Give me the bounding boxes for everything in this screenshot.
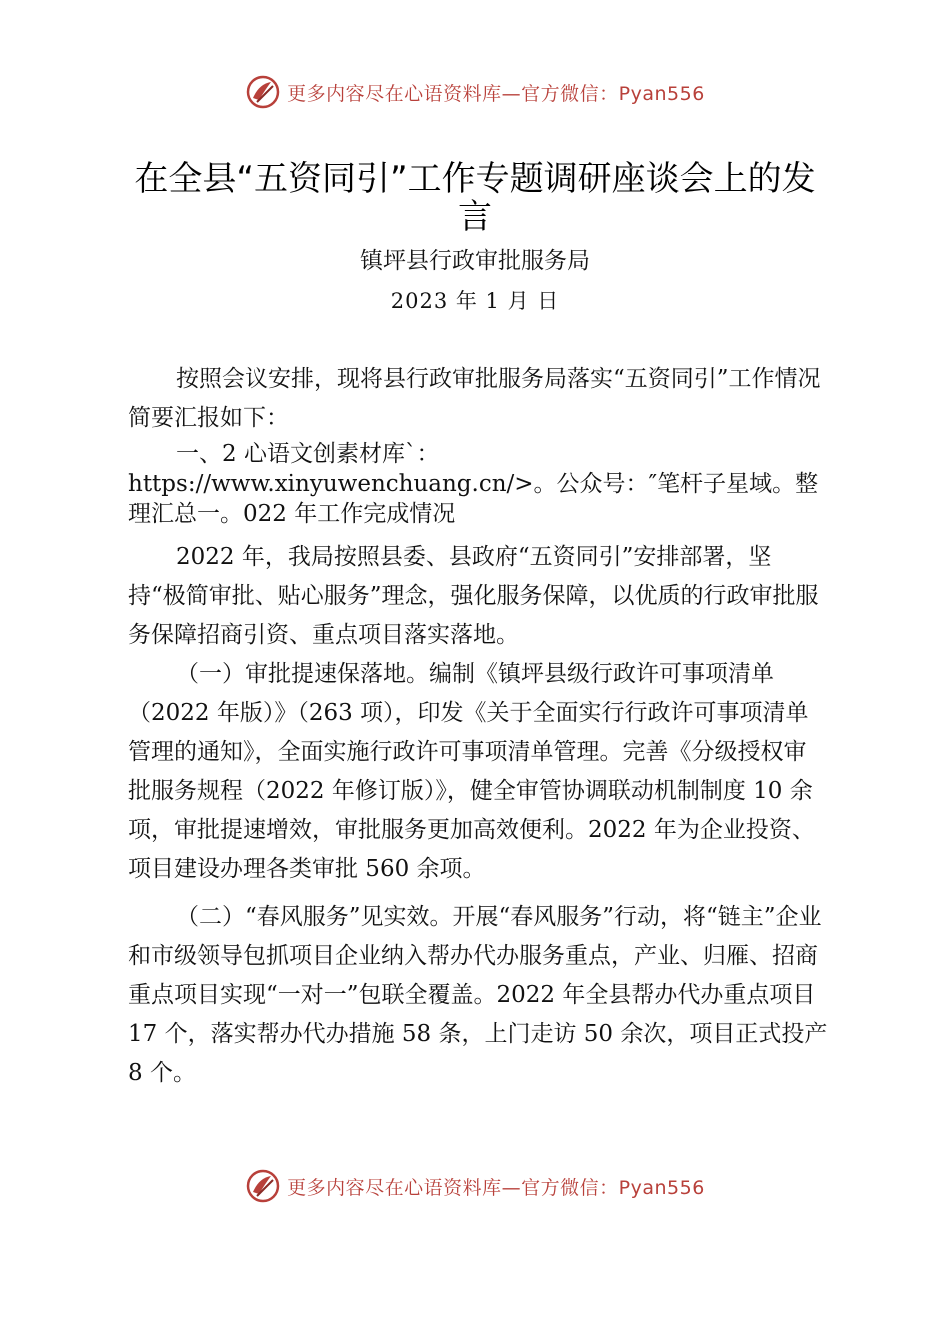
pen-logo-icon	[245, 74, 281, 110]
banner-text: 更多内容尽在心语资料库—官方微信：Pyan556	[287, 1176, 705, 1199]
page-title: 在全县“五资同引”工作专题调研座谈会上的发 言	[134, 159, 850, 237]
header-banner	[0, 72, 950, 112]
pen-logo-icon	[245, 1168, 281, 1204]
banner-text: 更多内容尽在心语资料库—官方微信：Pyan556	[287, 82, 705, 105]
paragraph-section-heading: 一、2 心语文创素材库`：https://www.xinyuwenchuang.cn/>。公众号：″笔杆子星域。整理汇总一。022 年工作完成情况	[128, 441, 819, 527]
paragraph-approval: （一）审批提速保落地。编制《镇坪县级行政许可事项清单（2022 年版）》（263 项），印发《关于全面实行行政许可事项清单管理的通知》，全面实施行政许可事项清单管理。完善《分级授权审批服务规程（2022 年修订版）》，健全审管协调联动机制制度 10 余项，审批提速增效，审批服务更加高效便利。2022 年为企业投资、项目建设办理各类审批 560 余项。	[128, 661, 815, 882]
organization-name: 镇坪县行政审批服务局	[360, 248, 590, 274]
document-date: 2023 年 1 月 日	[390, 289, 560, 313]
paragraph-summary: 2022 年，我局按照县委、县政府“五资同引”安排部署，坚持“极简审批、贴心服务”理念，强化服务保障，以优质的行政审批服务保障招商引资、重点项目落实落地。	[128, 544, 819, 648]
paragraph-intro: 按照会议安排，现将县行政审批服务局落实“五资同引”工作情况简要汇报如下：	[128, 366, 821, 431]
footer-banner	[0, 1166, 950, 1206]
paragraph-spring-service: （二）“春风服务”见实效。开展“春风服务”行动，将“链主”企业和市级领导包抓项目企业纳入帮办代办服务重点，产业、归雁、招商重点项目实现“一对一”包联全覆盖。2022 年全县帮办代办重点项目 17 个，落实帮办代办措施 58 条，上门走访 50 余次，项目正式投产 8 个。	[128, 904, 828, 1086]
